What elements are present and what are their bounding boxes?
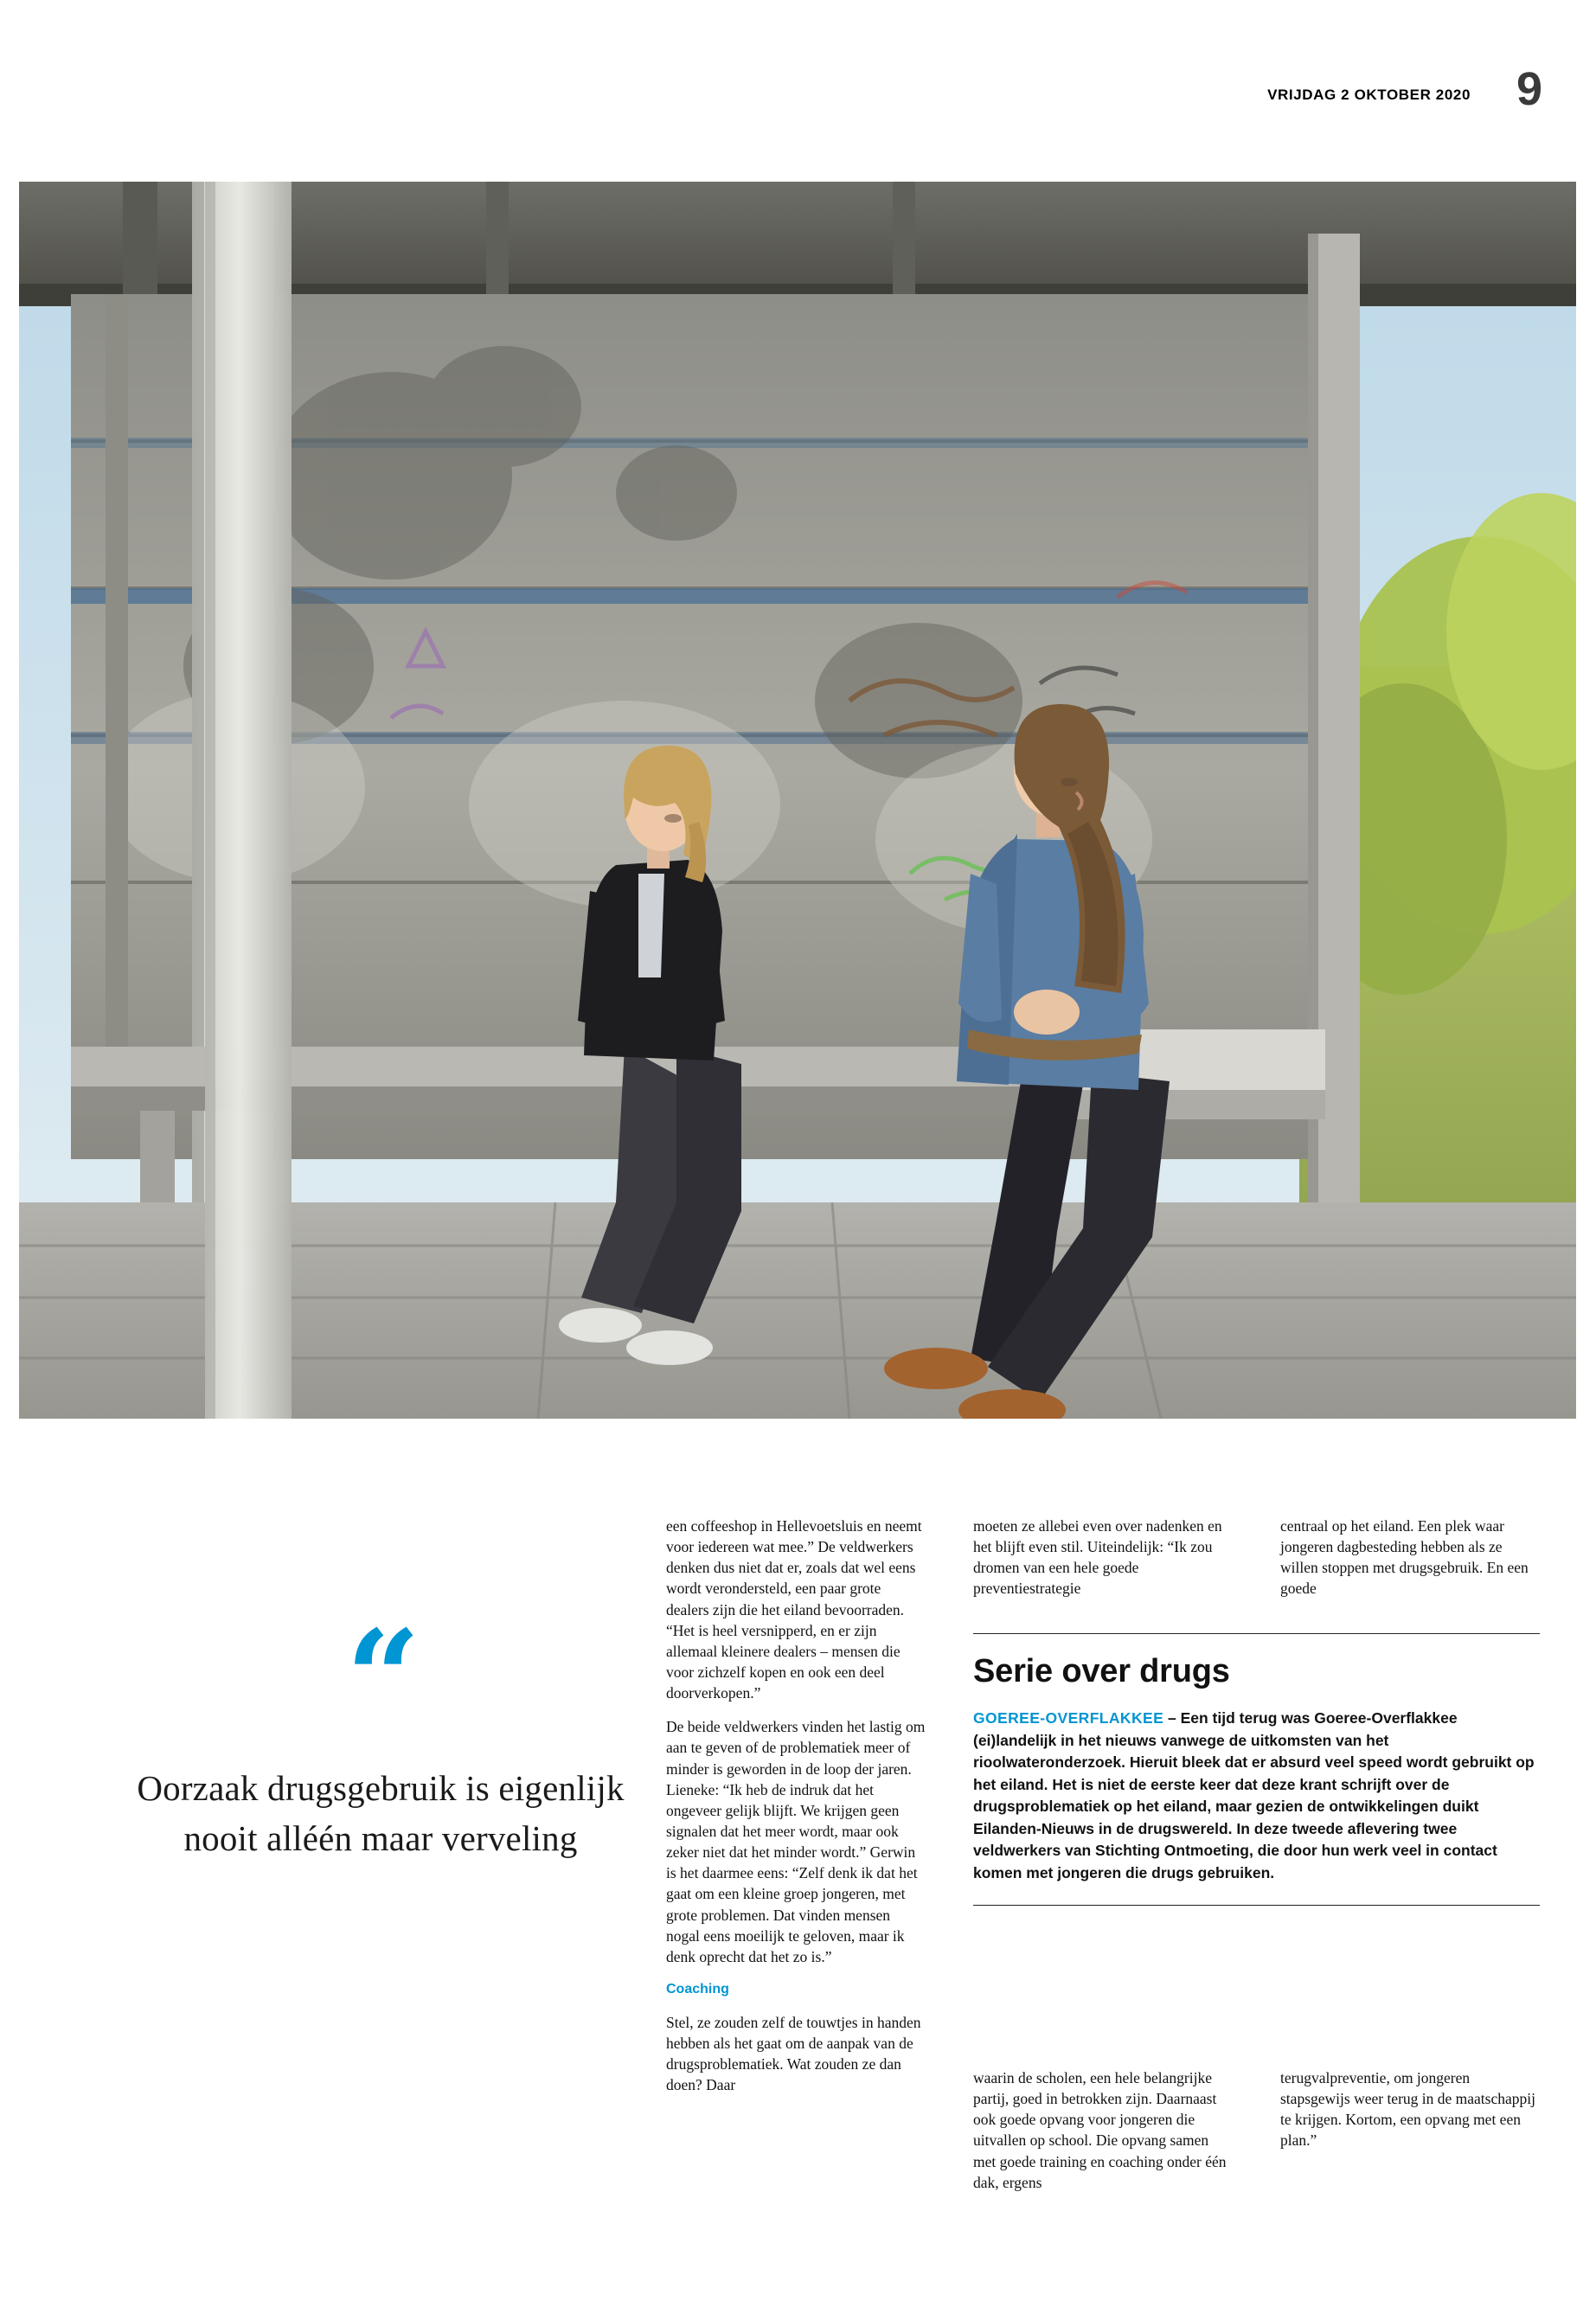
series-body-text: – Een tijd terug was Goeree-Overflakkee (ei)landelijk in het nieuws vanwege de uitkomsten van het rioolwateronderzoek. Hieruit bleek dat er absurd veel speed wordt gebruikt op het eiland. Het is niet de eerste keer dat deze krant schrijft over de drugsproblematiek op het eiland, maar gezien de ontwikkelingen duikt Eilanden-Nieuws in de drugswereld. In deze tweede aflevering twee veldwerkers van Stichting Ontmoeting, die door hun werk veel in contact komen met jongeren die drugs gebruiken. <box>973 1709 1535 1881</box>
body-column-2 <box>973 1516 1233 1599</box>
pull-quote-text: Oorzaak drugsgebruik is eigenlijk nooit alléén maar verveling <box>137 1768 625 1859</box>
body-column-2-continued <box>973 2067 1233 2193</box>
series-body <box>973 1708 1540 1884</box>
article-photo <box>19 182 1576 1419</box>
issue-date: VRIJDAG 2 OKTOBER 2020 <box>1267 87 1471 103</box>
divider-top <box>973 1633 1540 1634</box>
paragraph: een coffeeshop in Hellevoetsluis en neemt voor iedereen wat mee.” De veldwerkers denken dus niet dat er, zoals dat wel eens wordt verondersteld, een paar grote dealers zijn die het eiland bevoorraden. “Het is heel versnipperd, en er zijn allemaal kleinere dealers – mensen die voor zichzelf kopen en ook een deel doorverkopen.” <box>666 1517 922 1702</box>
page-header <box>0 63 1596 119</box>
divider-bottom <box>973 1905 1540 1906</box>
paragraph: De beide veldwerkers vinden het lastig om aan te geven of de problematiek meer of minder is geworden in de loop der jaren. Lieneke: “Ik heb de indruk dat het ongeveer gelijk blijft. We krijgen geen signalen dat het meer wordt, maar ook zeker niet dat het minder wordt.” Gerwin is het daarmee eens: “Zelf denk ik dat het gaat om een kleine groep jongeren, met grote problemen. Dat vinden mensen nogal eens moeilijk te geloven, maar ik denk oprecht dat het zo is.” <box>666 1718 926 1965</box>
subheading-coaching: Coaching <box>666 1981 729 1997</box>
series-location: GOEREE-OVERFLAKKEE <box>973 1709 1164 1727</box>
paragraph: terugvalpreventie, om jongeren stapsgewijs weer terug in de maatschappij te krijgen. Kortom, een opvang met een plan.” <box>1280 2069 1535 2150</box>
pull-quote <box>104 1602 657 1863</box>
series-title: Serie over drugs <box>973 1653 1230 1689</box>
paragraph: waarin de scholen, een hele belangrijke partij, goed in betrokken zijn. Daarnaast ook goede opvang voor jongeren die uitvallen op school. Die opvang samen met goede training en coaching onder één dak, ergens <box>973 2069 1227 2191</box>
paragraph: moeten ze allebei even over nadenken en het blijft even stil. Uiteindelijk: “Ik zou dromen van een hele goede preventiestrategie <box>973 1517 1222 1598</box>
body-column-3-continued <box>1280 2067 1540 2151</box>
paragraph: centraal op het eiland. Een plek waar jongeren dagbesteding hebben als ze willen stoppen met drugsgebruik. En een goede <box>1280 1517 1529 1598</box>
body-column-3 <box>1280 1516 1540 1599</box>
body-column-1 <box>666 1516 926 2096</box>
paragraph: Stel, ze zouden zelf de touwtjes in handen hebben als het gaat om de aanpak van de drugsproblematiek. Wat zouden ze dan doen? Daar <box>666 2014 921 2094</box>
series-info-box <box>973 1633 1540 1906</box>
photo-illustration <box>19 182 1576 1419</box>
quote-mark-icon: “ <box>345 1602 416 1754</box>
page-number: 9 <box>1516 63 1542 115</box>
